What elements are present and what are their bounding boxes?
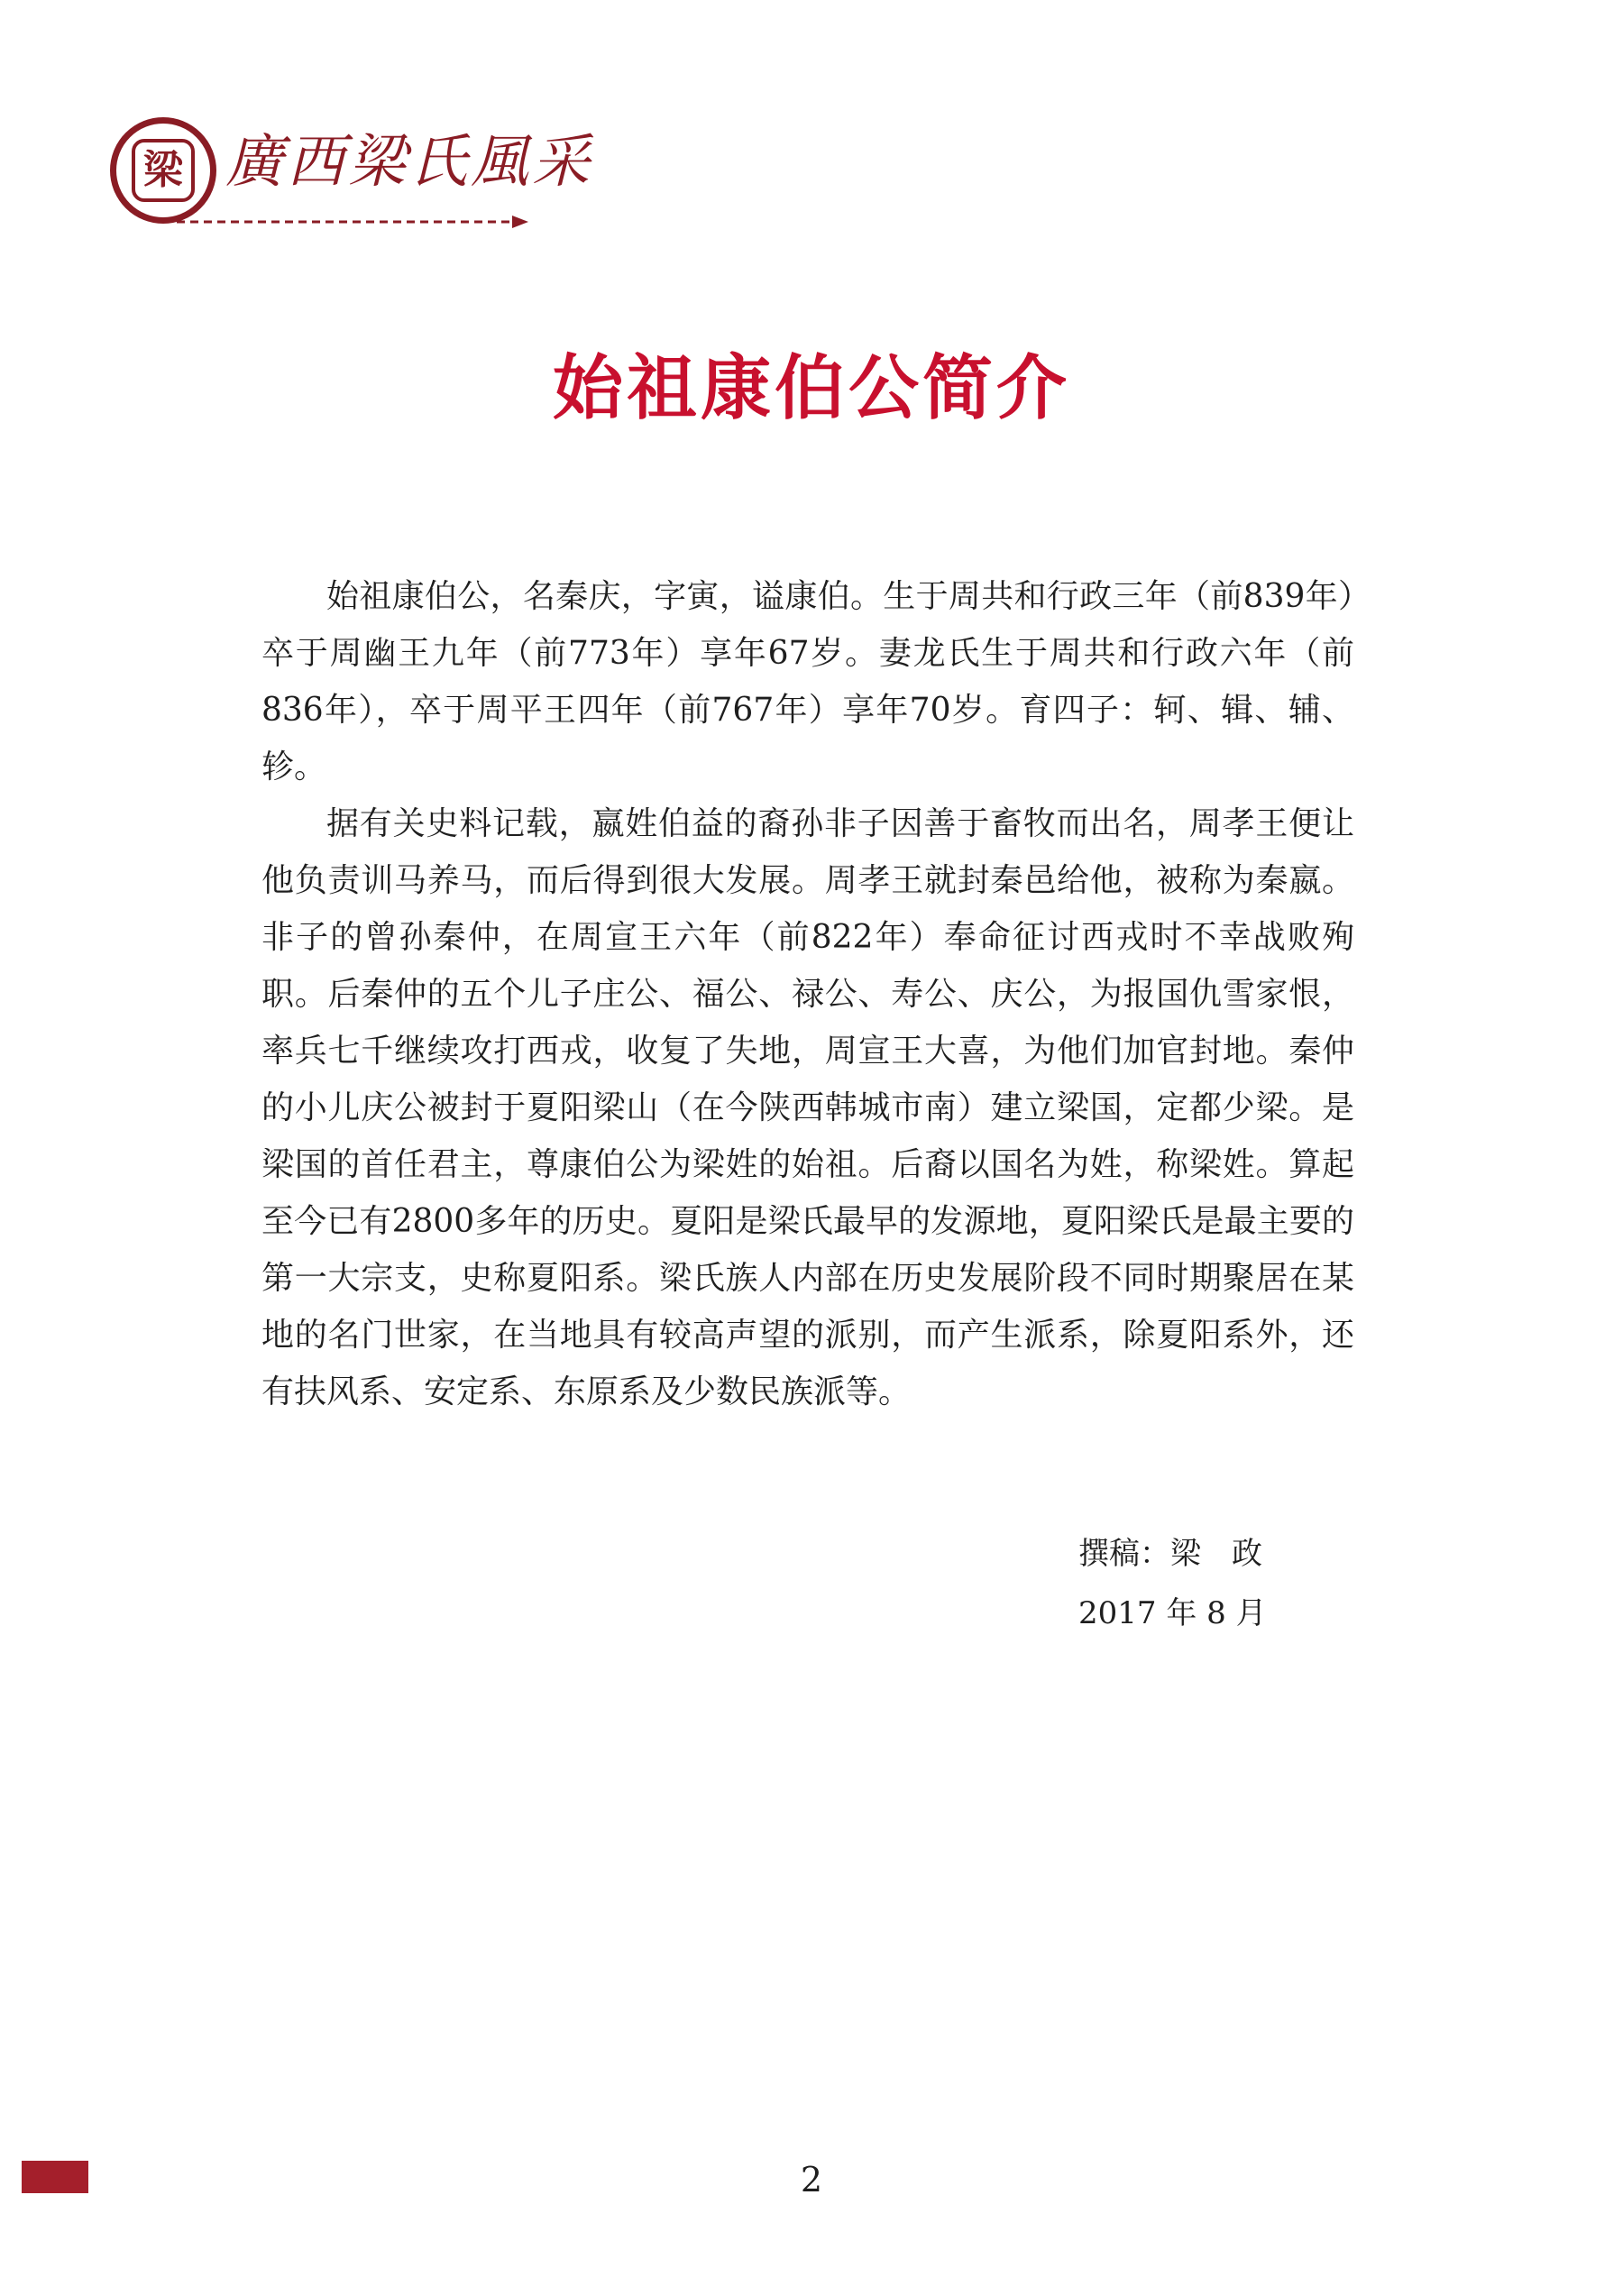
signature-block xyxy=(1078,1524,1267,1643)
seal-logo xyxy=(110,117,216,224)
series-header xyxy=(110,108,593,225)
author-line: 撰稿：梁 政 xyxy=(1078,1536,1262,1572)
series-title: 廣西梁氏風采 xyxy=(225,129,593,196)
paragraph-1: 始祖康伯公，名秦庆，字寅，谥康伯。生于周共和行政三年（前839年）卒于周幽王九年（前773年）享年67岁。妻龙氏生于周共和行政六年（前836年），卒于周平王四年（前767年）享年70岁。育四子：轲、辑、辅、轸。 xyxy=(261,578,1354,785)
paragraph-2: 据有关史料记载，嬴姓伯益的裔孙非子因善于畜牧而出名，周孝王便让他负责训马养马，而后得到很大发展。周孝王就封秦邑给他，被称为秦嬴。非子的曾孙秦仲，在周宣王六年（前822年）奉命征讨西戎时不幸战败殉职。后秦仲的五个儿子庄公、福公、禄公、寿公、庆公，为报国仇雪家恨，率兵七千继续攻打西戎，收复了失地，周宣王大喜，为他们加官封地。秦仲的小儿庆公被封于夏阳梁山（在今陕西韩城市南）建立梁国，定都少梁。是梁国的首任君主，尊康伯公为梁姓的始祖。后裔以国名为姓，称梁姓。算起至今已有2800多年的历史。夏阳是梁氏最早的发源地，夏阳梁氏是最主要的第一大宗支，史称夏阳系。梁氏族人内部在历史发展阶段不同时期聚居在某地的名门世家，在当地具有较高声望的派别，而产生派系，除夏阳系外，还有扶风系、安定系、东原系及少数民族派等。 xyxy=(261,805,1354,1410)
article-body xyxy=(261,568,1354,1420)
page-number: 2 xyxy=(800,2160,823,2200)
dashed-arrow-rule xyxy=(177,215,528,229)
seal-character: 梁 xyxy=(132,139,195,202)
date-line: 2017 年 8 月 xyxy=(1078,1595,1267,1631)
page-title: 始祖康伯公简介 xyxy=(552,347,1070,429)
